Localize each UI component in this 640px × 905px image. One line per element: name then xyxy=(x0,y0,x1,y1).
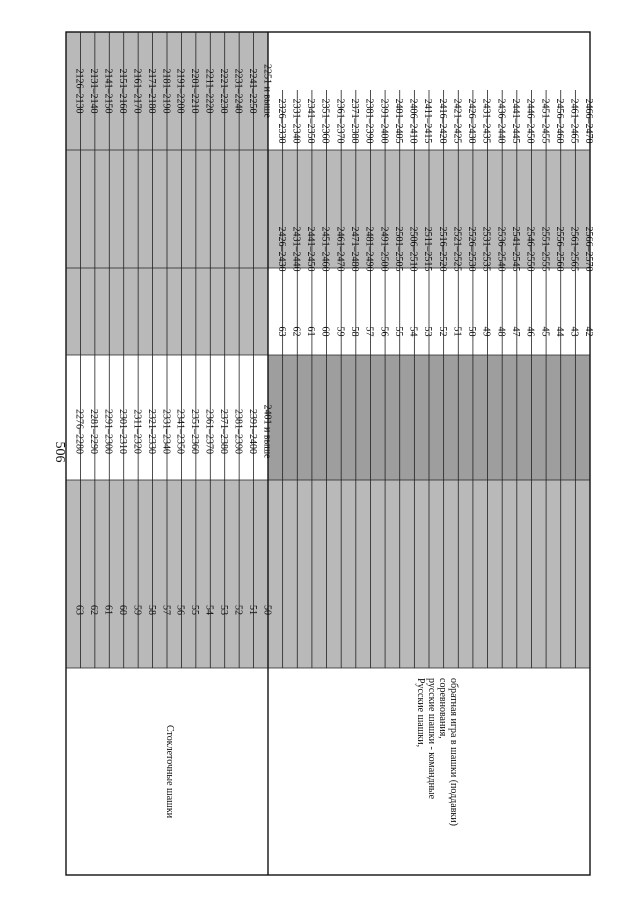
section-title-line: русские шашки - командные xyxy=(426,678,437,800)
table-cell: 2471–2480 xyxy=(349,226,360,272)
table-cell: 53 xyxy=(218,605,229,615)
table-cell: 2131–2140 xyxy=(88,68,100,114)
table-cell: 2351–2360 xyxy=(189,409,201,454)
table-cell: 2181–2190 xyxy=(160,68,172,114)
table-cell: 2516–2520 xyxy=(436,226,448,272)
table-cell: 2126–2130 xyxy=(73,68,85,114)
table-cell: 2461–2470 xyxy=(334,226,346,272)
table-cell: 2361–2370 xyxy=(203,409,215,454)
table-cell: 2371–2380 xyxy=(349,98,360,144)
table-cell: 43 xyxy=(568,326,580,337)
table-cell: 58 xyxy=(349,326,360,337)
table-cell: 59 xyxy=(334,326,346,337)
table-cell: 2501–2505 xyxy=(392,226,404,272)
table-cell: 62 xyxy=(290,326,302,337)
table-cell: 2566–2570 xyxy=(583,226,595,272)
shade-block-bottom xyxy=(66,480,590,668)
table-cell: 2401 и выше xyxy=(261,404,273,459)
table-cell: 47 xyxy=(510,326,521,337)
table-cell: 2276–2280 xyxy=(73,409,85,454)
table-cell: 2291–2300 xyxy=(102,409,114,454)
table-cell: 2466–2470 xyxy=(583,98,595,144)
table-cell: 2541–2545 xyxy=(510,226,521,272)
table-cell: 2411–2415 xyxy=(422,98,434,144)
table-cell: 2436–2440 xyxy=(495,98,507,144)
table-cell: 2526–2530 xyxy=(466,226,478,272)
table-cell: 60 xyxy=(117,605,128,615)
table-cell: 54 xyxy=(407,326,419,337)
table-cell: 2451–2460 xyxy=(319,226,331,272)
table-cell: 2151–2160 xyxy=(117,68,128,114)
table-cell: 2211–2220 xyxy=(203,68,215,114)
table-cell: 2406–2410 xyxy=(407,98,419,144)
table-cell: 58 xyxy=(145,605,157,615)
table-cell: 50 xyxy=(466,326,478,337)
table-cell: 2506–2510 xyxy=(407,226,419,272)
table-cell: 46 xyxy=(524,326,536,337)
table-cell: 2361–2370 xyxy=(334,98,346,144)
table-cell: 53 xyxy=(422,326,434,337)
table-cell: 63 xyxy=(73,605,85,615)
table-cell: 52 xyxy=(232,605,244,615)
table-cell: 2391–2400 xyxy=(246,409,258,454)
table-cell: 2431–2440 xyxy=(290,226,302,272)
section-title-line: обратная игра в шашки (поддавки) xyxy=(448,678,459,826)
table-cell: 2331–2340 xyxy=(290,98,302,144)
table-cell: 56 xyxy=(378,326,390,337)
table-cell: 2326–2330 xyxy=(275,98,287,144)
table-cell: 2481–2490 xyxy=(363,226,375,272)
table-cell: 2561–2565 xyxy=(568,226,580,272)
table-cell: 57 xyxy=(160,605,172,615)
table-cell: 62 xyxy=(88,605,100,615)
table-cell: 2426–2430 xyxy=(275,226,287,272)
table-cell: 2416–2420 xyxy=(436,98,448,144)
table-cell: 2421–2425 xyxy=(451,98,463,144)
table-cell: 2341–2350 xyxy=(305,98,317,144)
table-cell: 2331–2340 xyxy=(160,409,172,454)
table-cell: 44 xyxy=(553,326,565,337)
table-cell: 45 xyxy=(539,326,551,337)
table-cell: 50 xyxy=(261,605,273,615)
table-cell: 2381–2390 xyxy=(363,98,375,144)
table-cell: 2556–2560 xyxy=(553,226,565,272)
section-title-line: соревнования, xyxy=(437,678,448,739)
table-cell: 2551–2555 xyxy=(539,226,551,272)
table-cell: 2456–2460 xyxy=(553,98,565,144)
table-cell: 54 xyxy=(203,605,215,615)
table-cell: 2521–2525 xyxy=(451,226,463,272)
table-cell: 2511–2515 xyxy=(422,226,434,272)
table-cell: 48 xyxy=(495,326,507,337)
table-cell: 2381–2390 xyxy=(232,409,244,454)
section-title-line: Русские шашки, xyxy=(415,678,426,748)
table-cell: 2311–2320 xyxy=(131,409,143,454)
table-cell: 2231–2240 xyxy=(232,68,244,114)
table-cell: 61 xyxy=(305,326,317,337)
table-cell: 61 xyxy=(102,605,114,615)
table-cell: 2351–2360 xyxy=(319,98,331,144)
table-cell: 2441–2450 xyxy=(305,226,317,272)
table-cell: 2221–2230 xyxy=(218,68,229,114)
table-cell: 2461–2465 xyxy=(568,98,580,144)
table-cell: 51 xyxy=(246,605,258,615)
table-cell: 60 xyxy=(319,326,331,337)
table-cell: 55 xyxy=(392,326,404,337)
table-cell: 2446–2450 xyxy=(524,98,536,144)
table-cell: 42 xyxy=(583,326,595,337)
table-cell: 2251 и выше xyxy=(261,64,273,118)
table-cell: 55 xyxy=(189,605,201,615)
table-cell: 2426–2430 xyxy=(466,98,478,144)
table-cell: 2441–2445 xyxy=(510,98,521,144)
table-cell: 2391–2400 xyxy=(378,98,390,144)
table-cell: 2401–2405 xyxy=(392,98,404,144)
page-number: 506 xyxy=(52,441,67,463)
section-title: Стоклеточные шашки xyxy=(164,724,175,819)
table-cell: 2431–2435 xyxy=(480,98,492,144)
table-cell: 2171–2180 xyxy=(145,68,157,114)
table-cell: 2191–2200 xyxy=(174,68,186,114)
table-cell: 56 xyxy=(174,605,186,615)
table-cell: 2241–2250 xyxy=(246,68,258,114)
table-cell: 63 xyxy=(275,326,287,337)
rating-table xyxy=(66,32,594,875)
table-cell: 59 xyxy=(131,605,143,615)
table-cell: 51 xyxy=(451,326,463,337)
table-cell: 2371–2380 xyxy=(218,409,229,454)
table-cell: 2536–2540 xyxy=(495,226,507,272)
table-cell: 2341–2350 xyxy=(174,409,186,454)
table-cell: 49 xyxy=(480,326,492,337)
table-cell: 2141–2150 xyxy=(102,68,114,114)
table-cell: 2531–2535 xyxy=(480,226,492,272)
table-cell: 52 xyxy=(436,326,448,337)
table-cell: 2301–2310 xyxy=(117,409,128,454)
table-cell: 2281–2290 xyxy=(88,409,100,454)
table-cell: 2161–2170 xyxy=(131,68,143,114)
table-cell: 2451–2455 xyxy=(539,98,551,144)
table-cell: 2491–2500 xyxy=(378,226,390,272)
table-cell: 57 xyxy=(363,326,375,337)
table-cell: 2321–2330 xyxy=(145,409,157,454)
table-cell: 2201–2210 xyxy=(189,68,201,114)
table-cell: 2546–2550 xyxy=(524,226,536,272)
